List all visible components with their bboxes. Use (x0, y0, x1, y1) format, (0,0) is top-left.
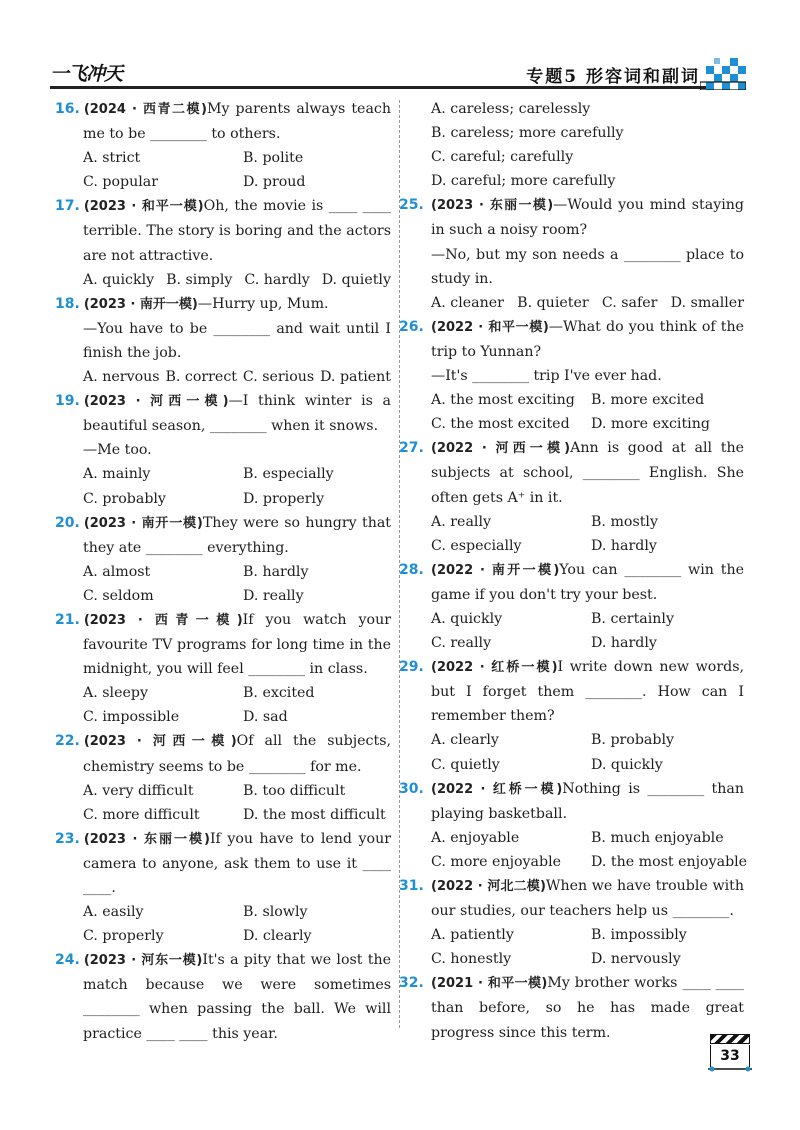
option-b[interactable]: B. much enjoyable (591, 829, 724, 846)
option-d[interactable]: D. clearly (243, 928, 312, 945)
option-a[interactable]: A. the most exciting (431, 392, 575, 409)
question-number: 20. (55, 514, 80, 531)
option-c[interactable]: C. impossible (83, 709, 180, 726)
topic-title: 专题5 形容词和副词 (526, 67, 700, 87)
question-number: 18. (55, 295, 80, 312)
question-stem: When we have trouble with our studies, our teachers help us ________. (431, 878, 744, 920)
question-source: (2022 · 河北二模) (431, 879, 546, 894)
option-a[interactable]: A. nervous (83, 369, 160, 386)
option-b[interactable]: B. quieter (517, 294, 589, 311)
question-stem: My parents always teach me to be ________ to others. (83, 101, 391, 143)
option-b[interactable]: B. too difficult (243, 782, 346, 799)
question-source: (2023 · 东丽一模) (431, 198, 554, 214)
option-d[interactable]: D. quickly (591, 756, 663, 773)
question-source: (2023 · 南开一模) (83, 515, 203, 531)
option-b[interactable]: B. polite (243, 150, 304, 167)
page-header (0, 0, 800, 100)
option-d[interactable]: D. careful; more carefully (431, 173, 616, 190)
question-21 (55, 608, 391, 729)
question-27 (399, 436, 744, 557)
option-b[interactable]: B. certainly (591, 610, 674, 627)
right-column (399, 97, 748, 1045)
option-d[interactable]: D. the most enjoyable (591, 853, 748, 870)
question-number: 16. (55, 101, 80, 117)
question-stem: —Hurry up, Mum. (197, 295, 329, 312)
question-stem: Ann is good at all the subjects at school, ________ English. She often gets A⁺ in it. (431, 440, 744, 506)
question-number: 26. (399, 318, 424, 335)
question-stem: If you have to lend your camera to anyone, ask them to use it ____ ____. (83, 830, 391, 896)
question-25 (399, 193, 744, 314)
option-d[interactable]: D. the most difficult (243, 806, 386, 823)
option-a[interactable]: A. careless; carelessly (431, 101, 591, 117)
question-stem: You can ________ win the game if you don't try your best. (431, 561, 744, 603)
question-31 (399, 874, 744, 971)
option-c[interactable]: C. really (431, 635, 492, 652)
question-22 (55, 729, 391, 826)
option-a[interactable]: A. cleaner (431, 294, 504, 311)
question-stem: Oh, the movie is ____ ____ terrible. The story is boring and the actors are not attractive. (83, 198, 391, 264)
option-b[interactable]: B. probably (591, 732, 675, 749)
option-a[interactable]: A. strict (83, 150, 141, 167)
option-c[interactable]: C. seldom (83, 587, 154, 604)
question-stem: —I think winter is a beautiful season, ________ when it snows. (83, 393, 391, 435)
question-number: 32. (399, 975, 424, 992)
option-b[interactable]: B. mostly (591, 513, 658, 530)
page-badge-base (708, 1066, 752, 1072)
question-stem: I write down new words, but I forget them ________. How can I remember them? (431, 659, 744, 725)
option-b[interactable]: B. more excited (591, 392, 705, 409)
option-a[interactable]: A. almost (83, 563, 151, 580)
option-a[interactable]: A. very difficult (83, 782, 194, 799)
option-c[interactable]: C. careful; carefully (431, 149, 574, 166)
question-stem: Of all the subjects, chemistry seems to be ________ for me. (83, 733, 391, 775)
question-source: (2021 · 和平一模) (431, 976, 548, 992)
question-source: (2023 · 河西一模) (83, 734, 237, 750)
option-a[interactable]: A. mainly (83, 466, 151, 483)
question-stem-reply: —You have to be ________ and wait until I finish the job. (83, 320, 391, 361)
question-30 (399, 777, 748, 874)
question-28 (399, 558, 744, 655)
option-c[interactable]: C. especially (431, 537, 522, 554)
option-a[interactable]: A. enjoyable (431, 829, 520, 846)
question-stem: —Would you mind staying in such a noisy room? (431, 197, 744, 239)
option-b[interactable]: B. careless; more carefully (431, 125, 624, 142)
question-stem: It's a pity that we lost the match because we were sometimes ________ when passing the ball. We will practice ____ ____ this year. (83, 952, 391, 1042)
question-number: 24. (55, 952, 80, 969)
option-d[interactable]: D. hardly (591, 537, 657, 554)
option-a[interactable]: A. patiently (431, 927, 514, 944)
question-number: 28. (399, 561, 424, 578)
question-number: 23. (55, 830, 80, 847)
question-source: (2022 · 南开一模) (431, 562, 560, 578)
option-b[interactable]: B. correct (165, 369, 237, 386)
question-18 (55, 292, 391, 389)
question-source: (2023 · 河西一模) (83, 394, 229, 410)
option-c[interactable]: C. more difficult (83, 806, 200, 823)
checker-decoration-icon (700, 52, 746, 90)
question-stem: Nothing is ________ than playing basketball. (431, 780, 744, 822)
option-d[interactable]: D. properly (243, 490, 325, 507)
question-stem: —What do you think of the trip to Yunnan? (431, 318, 744, 360)
option-d[interactable]: D. really (243, 587, 304, 604)
option-b[interactable]: B. impossibly (591, 927, 687, 944)
option-b[interactable]: B. excited (243, 685, 315, 702)
option-c[interactable]: C. popular (83, 174, 158, 191)
question-source: (2023 · 南开一模) (83, 296, 198, 312)
option-c[interactable]: C. quietly (431, 756, 500, 773)
option-d[interactable]: D. quietly (321, 271, 391, 288)
question-number: 29. (399, 659, 424, 676)
question-source: (2024 · 西青二模) (83, 102, 207, 117)
question-24-options (431, 97, 744, 193)
option-d[interactable]: D. sad (243, 709, 288, 726)
question-23 (55, 827, 391, 948)
question-source: (2023 · 东丽一模) (83, 831, 210, 847)
question-source: (2023 · 和平一模) (83, 199, 204, 215)
page-number-badge (708, 1034, 752, 1074)
question-16 (55, 97, 391, 194)
question-stem-reply: —Me too. (83, 442, 152, 459)
option-a[interactable]: A. sleepy (83, 685, 148, 702)
question-number: 25. (399, 197, 424, 214)
page-badge-stripes (710, 1034, 750, 1044)
question-source: (2022 · 和平一模) (431, 319, 549, 335)
question-number: 30. (399, 780, 424, 797)
option-c[interactable]: C. hardly (244, 271, 310, 288)
option-a[interactable]: A. clearly (431, 732, 499, 749)
question-number: 17. (55, 198, 80, 215)
question-number: 22. (55, 733, 80, 750)
question-source: (2023 · 河东一模) (83, 953, 203, 969)
question-source: (2023 · 西青一模) (83, 612, 243, 628)
option-a[interactable]: A. really (431, 513, 491, 530)
option-a[interactable]: A. quickly (431, 610, 503, 627)
option-d[interactable]: D. more exciting (591, 416, 710, 433)
left-column (55, 97, 391, 1046)
question-source: (2022 · 红桥一模) (431, 781, 563, 797)
option-d[interactable]: D. smaller (670, 294, 744, 311)
option-d[interactable]: D. hardly (591, 635, 657, 652)
option-d[interactable]: D. nervously (591, 951, 681, 968)
option-c[interactable]: C. more enjoyable (431, 853, 562, 870)
series-brand: 一飞冲天 (50, 63, 123, 85)
question-number: 27. (399, 440, 424, 457)
option-b[interactable]: B. simply (166, 271, 233, 288)
question-17 (55, 194, 391, 291)
question-19 (55, 389, 391, 510)
question-number: 19. (55, 393, 80, 410)
option-d[interactable]: D. patient (320, 369, 391, 386)
option-c[interactable]: C. the most excited (431, 416, 570, 433)
question-source: (2022 · 红桥一模) (431, 660, 558, 676)
question-number: 21. (55, 611, 80, 628)
option-b[interactable]: B. especially (243, 466, 334, 483)
question-20 (55, 511, 391, 608)
option-c[interactable]: C. honestly (431, 951, 512, 968)
page-number: 33 (710, 1045, 750, 1067)
question-stem: If you watch your favourite TV programs for long time in the midnight, you will feel ________ in class. (83, 611, 391, 678)
option-c[interactable]: C. properly (83, 928, 164, 945)
option-c[interactable]: C. safer (601, 294, 658, 311)
question-26 (399, 315, 744, 436)
question-stem: My brother works ____ ____ than before, so he has made great progress since this term. (431, 975, 744, 1041)
option-b[interactable]: B. hardly (243, 563, 309, 580)
option-a[interactable]: A. quickly (83, 271, 155, 288)
option-b[interactable]: B. slowly (243, 904, 308, 921)
question-stem-reply: —No, but my son needs a ________ place to study in. (431, 246, 744, 287)
header-rule-left (50, 86, 410, 89)
option-d[interactable]: D. proud (243, 174, 306, 191)
option-c[interactable]: C. serious (242, 369, 315, 386)
question-number: 31. (399, 878, 424, 894)
option-a[interactable]: A. easily (83, 904, 144, 921)
option-c[interactable]: C. probably (83, 490, 166, 507)
question-24 (55, 948, 391, 1045)
question-stem: They were so hungry that they ate ________ everything. (83, 514, 391, 556)
question-29 (399, 655, 744, 776)
question-source: (2022 · 河西一模) (431, 441, 571, 457)
question-stem-reply: —It's ________ trip I've ever had. (431, 368, 662, 385)
question-32 (399, 971, 744, 1044)
